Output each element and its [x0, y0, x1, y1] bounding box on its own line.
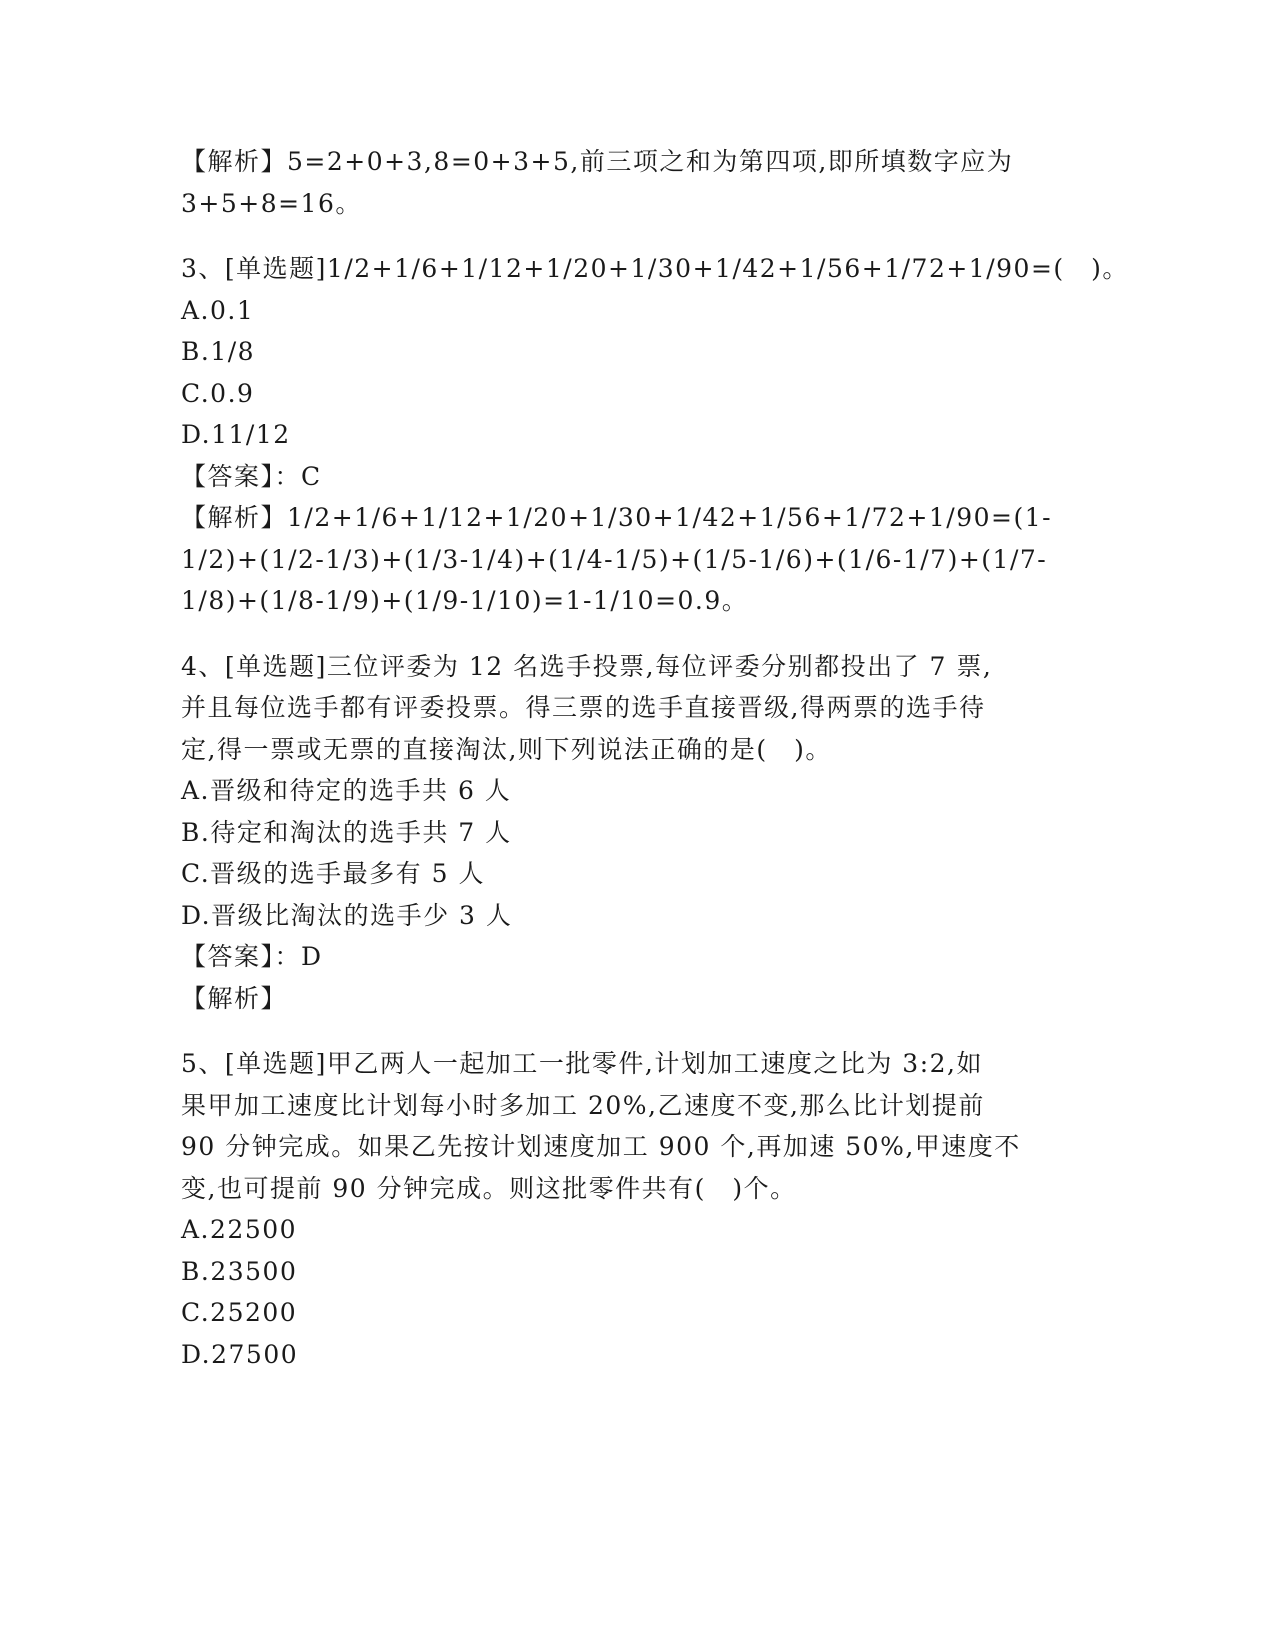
q2-analysis [181, 141, 1061, 224]
question-stem: 90 分钟完成。如果乙先按计划速度加工 900 个,再加速 50%,甲速度不 [181, 1132, 1021, 1161]
document-page [181, 141, 1129, 1375]
analysis-line: 【解析】 [181, 983, 288, 1013]
option-c: C.0.9 [181, 378, 255, 408]
question-stem: 5、[单选题]甲乙两人一起加工一批零件,计划加工速度之比为 3:2,如 [181, 1049, 983, 1078]
analysis-line: 【解析】5=2+0+3,8=0+3+5,前三项之和为第四项,即所填数字应为 [181, 147, 1014, 176]
answer-line: 【答案】：C [181, 461, 322, 491]
option-d: D.27500 [181, 1339, 299, 1369]
analysis-line: 【解析】1/2+1/6+1/12+1/20+1/30+1/42+1/56+1/72+1/90=(1- [181, 503, 1053, 532]
analysis-line: 3+5+8=16。 [181, 188, 362, 218]
answer-line: 【答案】：D [181, 942, 323, 971]
question-stem: 变,也可提前 90 分钟完成。则这批零件共有( )个。 [181, 1173, 797, 1203]
option-d: D.11/12 [181, 420, 291, 449]
option-a: A.0.1 [181, 295, 255, 325]
question-5 [181, 1043, 1061, 1375]
option-c: C.25200 [181, 1298, 298, 1327]
question-stem: 果甲加工速度比计划每小时多加工 20%,乙速度不变,那么比计划提前 [181, 1090, 985, 1120]
option-c: C.晋级的选手最多有 5 人 [181, 859, 485, 888]
analysis-line: 1/2)+(1/2-1/3)+(1/3-1/4)+(1/4-1/5)+(1/5-1/6)+(1/6-1/7)+(1/7- [181, 544, 1048, 574]
option-a: A.晋级和待定的选手共 6 人 [181, 776, 512, 805]
question-stem: 3、[单选题]1/2+1/6+1/12+1/20+1/30+1/42+1/56+1/72+1/90=( )。 [181, 254, 1129, 283]
option-d: D.晋级比淘汰的选手少 3 人 [181, 900, 513, 930]
option-b: B.23500 [181, 1256, 298, 1286]
analysis-line: 1/8)+(1/8-1/9)+(1/9-1/10)=1-1/10=0.9。 [181, 586, 749, 615]
option-a: A.22500 [181, 1215, 298, 1244]
question-stem: 定,得一票或无票的直接淘汰,则下列说法正确的是( )。 [181, 734, 832, 764]
option-b: B.待定和淘汰的选手共 7 人 [181, 817, 512, 847]
question-stem: 4、[单选题]三位评委为 12 名选手投票,每位评委分别都投出了 7 票, [181, 651, 993, 681]
option-b: B.1/8 [181, 337, 256, 366]
question-3 [181, 248, 1129, 622]
question-4 [181, 646, 1061, 1020]
question-stem: 并且每位选手都有评委投票。得三票的选手直接晋级,得两票的选手待 [181, 693, 986, 722]
